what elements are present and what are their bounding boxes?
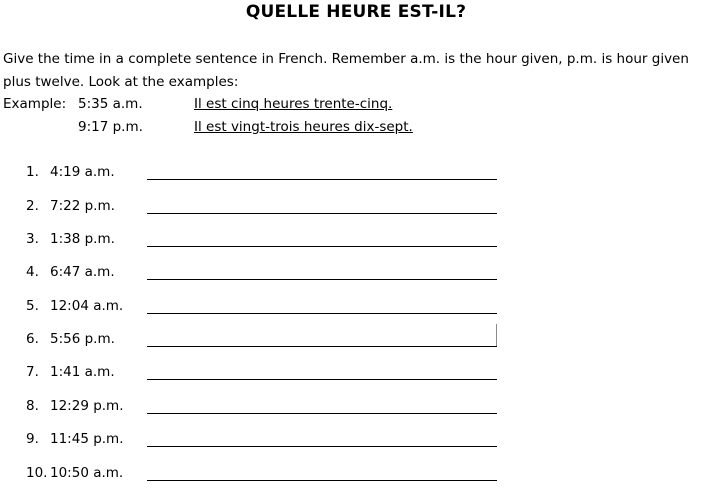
question-row (0, 429, 712, 453)
question-row (0, 463, 712, 487)
question-row (0, 262, 712, 286)
question-row (0, 296, 712, 320)
text-cursor-mark (496, 324, 497, 346)
question-number: 8. (26, 398, 39, 414)
question-time: 5:56 p.m. (50, 331, 115, 347)
question-time: 7:22 p.m. (50, 198, 115, 214)
answer-line[interactable] (147, 379, 497, 380)
question-number: 3. (26, 231, 39, 247)
question-time: 4:19 a.m. (50, 164, 115, 180)
question-number: 1. (26, 164, 39, 180)
question-time: 1:38 p.m. (50, 231, 115, 247)
answer-line[interactable] (147, 346, 497, 347)
instructions-text: Give the time in a complete sentence in French. Remember a.m. is the hour given, p.m. is hour given plus twelve. Look at the examples: (3, 51, 689, 90)
answer-line[interactable] (147, 179, 497, 180)
question-row (0, 196, 712, 220)
question-number: 5. (26, 298, 39, 314)
question-time: 12:04 a.m. (50, 298, 124, 314)
question-row (0, 162, 712, 186)
answer-line[interactable] (147, 279, 497, 280)
question-time: 12:29 p.m. (50, 398, 124, 414)
example-answer: Il est vingt-trois heures dix-sept. (194, 119, 413, 135)
answer-line[interactable] (147, 413, 497, 414)
answer-line[interactable] (147, 313, 497, 314)
question-row (0, 329, 712, 353)
question-row (0, 396, 712, 420)
question-time: 1:41 a.m. (50, 364, 115, 380)
example-answer: Il est cinq heures trente-cinq. (194, 96, 393, 112)
answer-line[interactable] (147, 246, 497, 247)
question-time: 11:45 p.m. (50, 431, 124, 447)
answer-line[interactable] (147, 480, 497, 481)
question-time: 6:47 a.m. (50, 264, 115, 280)
answer-line[interactable] (147, 213, 497, 214)
question-time: 10:50 a.m. (50, 465, 124, 481)
question-number: 9. (26, 431, 39, 447)
question-row (0, 362, 712, 386)
question-number: 4. (26, 264, 39, 280)
worksheet-title: QUELLE HEURE EST-IL? (245, 2, 467, 22)
question-number: 2. (26, 198, 39, 214)
example-time: 9:17 p.m. (78, 119, 143, 135)
example-label: Example: (3, 96, 67, 112)
question-number: 10. (26, 465, 48, 481)
answer-line[interactable] (147, 446, 497, 447)
question-row (0, 229, 712, 253)
question-number: 6. (26, 331, 39, 347)
question-number: 7. (26, 364, 39, 380)
example-time: 5:35 a.m. (78, 96, 143, 112)
